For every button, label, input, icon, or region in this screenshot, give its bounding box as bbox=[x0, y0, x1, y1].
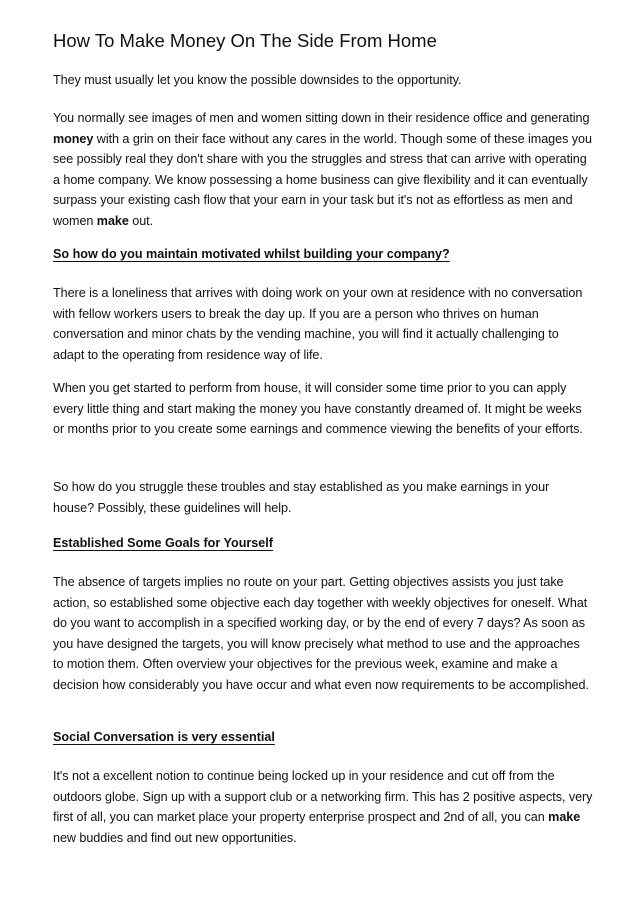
paragraph-guidelines: So how do you struggle these troubles and stay established as you make earnings in your house? Possibly, these guidelines will help. bbox=[53, 480, 550, 515]
paragraph-text: out. bbox=[128, 213, 154, 228]
paragraph-text: You normally see images of men and women sitting down in their residence office and generating bbox=[53, 111, 590, 125]
section-heading-social: Social Conversation is very essential bbox=[53, 730, 275, 744]
paragraph-text: with a grin on their face without any cares in the world. Though some of these images you see possibly real they don't share with you the struggles and stress that can arrive with operating a home company. We know possessing a home business can give flexibility and it can eventually surpass your existing cash flow that your earn in your task but it's not as effortless as men and women bbox=[53, 131, 592, 228]
section-heading-motivation: So how do you maintain motivated whilst building your company? bbox=[53, 247, 450, 261]
bold-keyword-make: make bbox=[96, 213, 129, 228]
paragraph-goals: The absence of targets implies no route on your part. Getting objectives assists you just take action, so established some objective each day together with weekly objectives for oneself. What do you want to accomplish in a specified working day, or by the end of every 7 days? As soon as you have designed the targets, you will know precisely what method to use and the approaches to motion them. Often overview your objectives for the previous week, examine and make a decision how considerably you have occur and what even now requirements to be accomplished. bbox=[53, 575, 589, 692]
paragraph-getting-started: When you get started to perform from house, it will consider some time prior to you can apply every little thing and start making the money you have constantly dreamed of. It might be weeks or months prior to you create some earnings and commence viewing the benefits of your efforts. bbox=[53, 381, 583, 437]
bold-keyword-money: money bbox=[53, 131, 94, 146]
paragraph-text: new buddies and find out new opportunities. bbox=[53, 830, 297, 845]
paragraph-intro: They must usually let you know the possible downsides to the opportunity. bbox=[53, 73, 462, 87]
paragraph-loneliness: There is a loneliness that arrives with doing work on your own at residence with no conversation with fellow workers users to break the day up. If you are a person who thrives on human conversation and minor chats by the vending machine, you will find it actually challenging to adapt to the operating from residence way of life. bbox=[53, 286, 583, 362]
section-heading-goals: Established Some Goals for Yourself bbox=[53, 536, 273, 550]
paragraph-text: It's not a excellent notion to continue being locked up in your residence and cut off from the outdoors globe. Sign up with a support club or a networking firm. This has 2 positive aspects, very first of all, you can market place your property enterprise prospect and 2nd of all, you can bbox=[53, 769, 593, 825]
paragraph-social bbox=[53, 766, 593, 848]
paragraph-images bbox=[53, 108, 593, 232]
bold-keyword-make: make bbox=[548, 810, 581, 825]
page-title: How To Make Money On The Side From Home bbox=[53, 30, 437, 51]
